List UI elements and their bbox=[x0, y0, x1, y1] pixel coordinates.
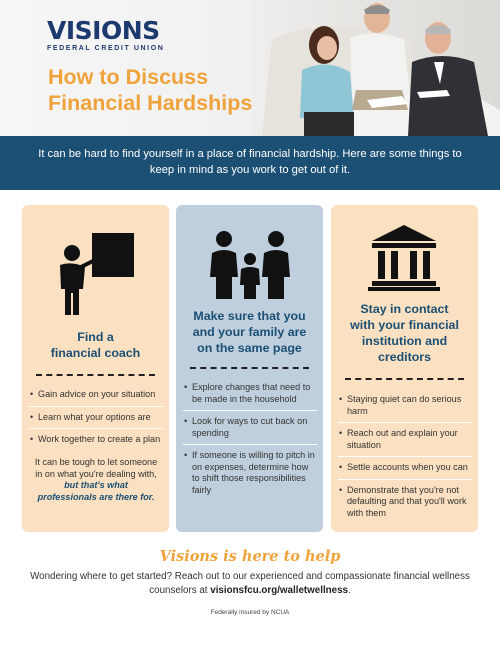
heading-line: Stay in contact bbox=[360, 302, 449, 316]
column-family bbox=[176, 205, 323, 532]
ncua-notice: Federally insured by NCUA bbox=[210, 609, 290, 616]
heading-line: financial coach bbox=[50, 346, 141, 360]
column-heading bbox=[184, 308, 315, 356]
list-item: • Look for ways to cut back on spending bbox=[183, 416, 317, 445]
dashed-divider bbox=[36, 374, 155, 376]
list-item: • Explore changes that need to be made in the household bbox=[183, 382, 317, 411]
page-title bbox=[48, 64, 278, 116]
wallet-wellness-link[interactable]: visionsfcu.org/walletwellness bbox=[210, 584, 348, 596]
list-item: • Work together to create a plan bbox=[29, 434, 163, 451]
coach-at-board-icon bbox=[55, 229, 135, 317]
column-note bbox=[34, 457, 158, 503]
list-item: • Gain advice on your situation bbox=[29, 389, 163, 407]
note-emphasis: but that's what professionals are there for. bbox=[37, 480, 155, 502]
help-title: Visions is here to help bbox=[159, 548, 341, 565]
list-item: • Staying quiet can do serious harm bbox=[338, 394, 472, 423]
list-item: • Settle accounts when you can bbox=[338, 462, 472, 480]
visions-logo[interactable] bbox=[47, 18, 167, 52]
title-line-1: How to Discuss bbox=[48, 65, 209, 89]
title-line-2: Financial Hardships bbox=[48, 91, 253, 115]
bank-building-icon bbox=[368, 223, 440, 291]
heading-line: creditors bbox=[377, 350, 432, 364]
note-text: It can be tough to let someone in on what you're dealing with, bbox=[34, 457, 158, 479]
heading-line: and your family are bbox=[192, 325, 307, 339]
logo-wordmark: VISIONS bbox=[47, 16, 160, 45]
heading-line: Find a bbox=[77, 330, 114, 344]
bullet-list bbox=[29, 389, 163, 456]
column-find-coach bbox=[22, 205, 169, 532]
bullet-list bbox=[183, 382, 317, 506]
help-text bbox=[30, 570, 470, 597]
heading-line: with your financial bbox=[350, 318, 459, 332]
logo-subtitle: FEDERAL CREDIT UNION bbox=[47, 45, 165, 52]
help-body: Wondering where to get started? Reach out to our experienced and compassionate financial wellness counselors at bbox=[30, 571, 470, 596]
column-heading bbox=[339, 301, 470, 365]
family-icon bbox=[207, 229, 293, 301]
header bbox=[0, 0, 500, 136]
list-item: • Learn what your options are bbox=[29, 412, 163, 430]
heading-line: Make sure that you bbox=[193, 309, 306, 323]
list-item: • If someone is willing to pitch in on expenses, determine how to shift those responsibilities fairly bbox=[183, 450, 317, 501]
column-heading bbox=[30, 329, 161, 361]
dashed-divider bbox=[190, 367, 309, 369]
column-stay-in-contact bbox=[331, 205, 478, 532]
help-end: . bbox=[348, 584, 351, 596]
list-item: • Reach out and explain your situation bbox=[338, 428, 472, 457]
heading-line: institution and bbox=[361, 334, 448, 348]
dashed-divider bbox=[345, 378, 464, 380]
meeting-photo bbox=[252, 0, 500, 136]
intro-banner: It can be hard to find yourself in a place of financial hardship. Here are some things to keep in mind as you work to get out of it. bbox=[0, 136, 500, 190]
bullet-list bbox=[338, 394, 472, 529]
heading-line: on the same page bbox=[197, 341, 302, 355]
list-item: • Demonstrate that you're not defaulting and that you'll work with them bbox=[338, 485, 472, 525]
